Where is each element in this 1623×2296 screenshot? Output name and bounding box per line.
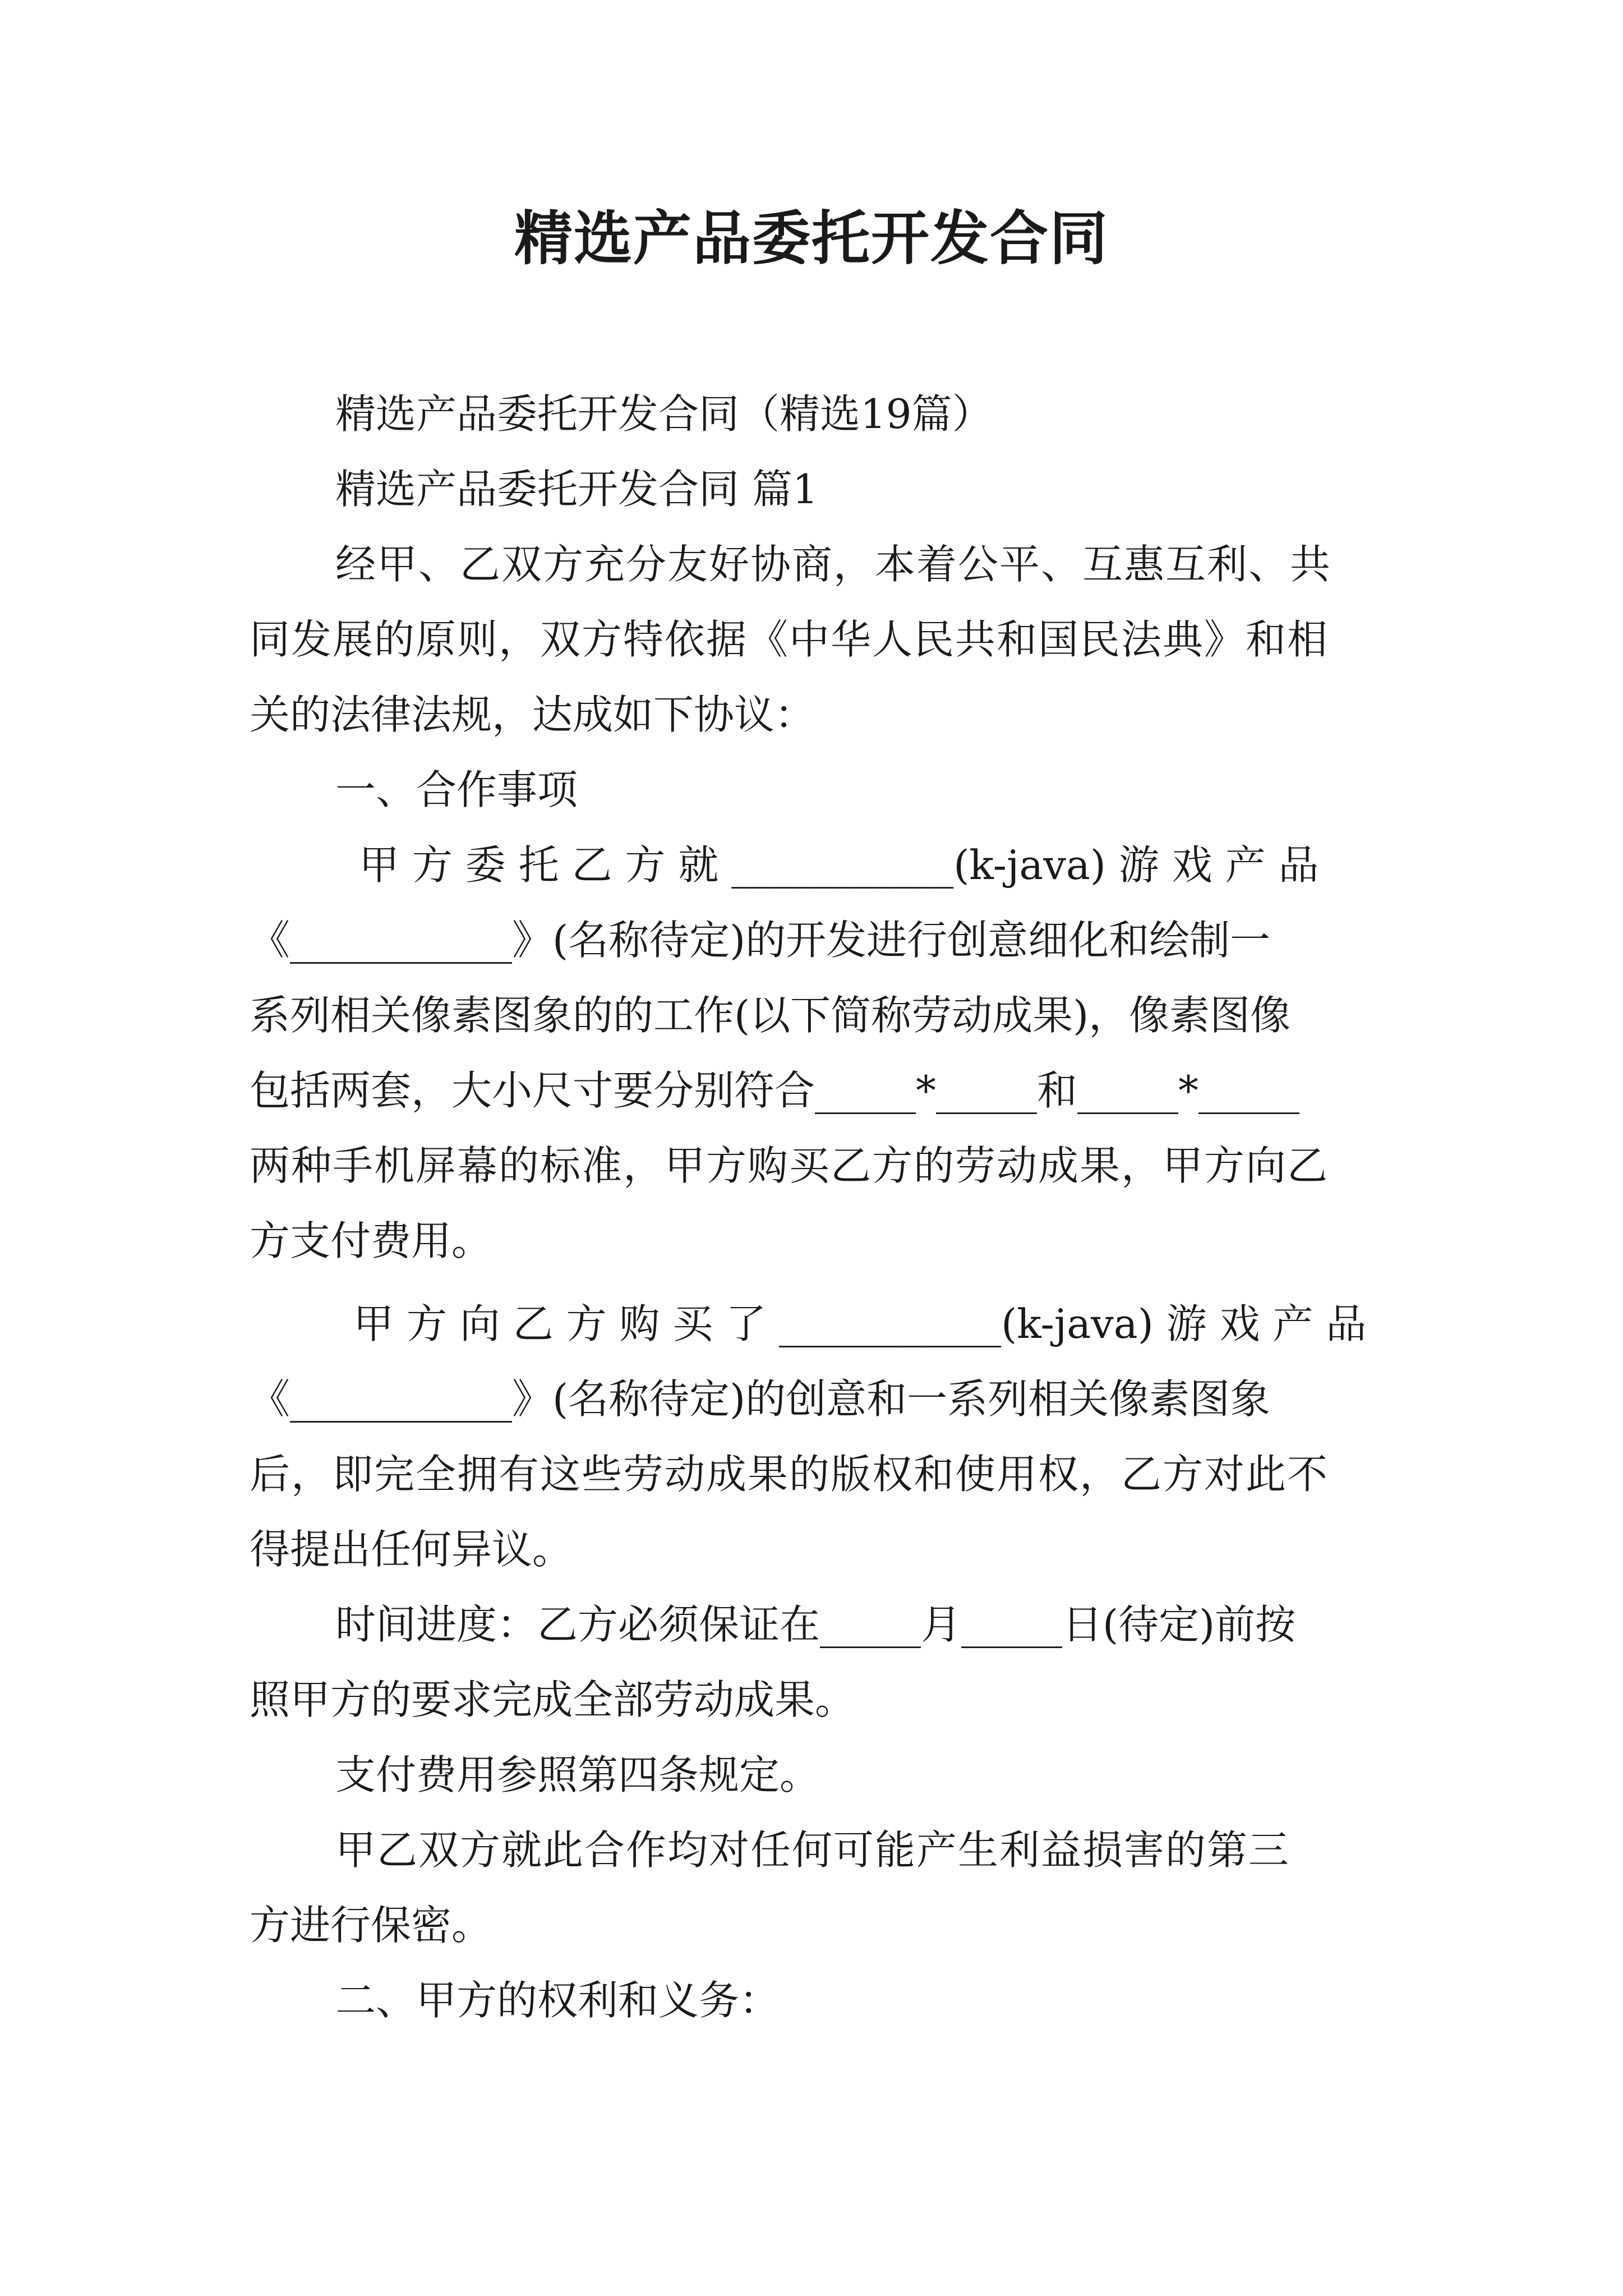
paragraph-line: 同发展的原则，双方特依据《中华人民共和国民法典》和相 [250, 616, 1329, 663]
paragraph-line: 《___________》(名称待定)的创意和一系列相关像素图象 [250, 1375, 1271, 1423]
paragraph-line: 照甲方的要求完成全部劳动成果。 [250, 1676, 856, 1723]
paragraph-line: 甲乙双方就此合作均对任何可能产生利益损害的第三 [335, 1826, 1290, 1874]
paragraph-line: 后，即完全拥有这些劳动成果的版权和使用权，乙方对此不 [250, 1451, 1329, 1498]
paragraph-line: 经甲、乙双方充分友好协商，本着公平、互惠互利、共 [335, 541, 1332, 588]
paragraph-line: 《___________》(名称待定)的开发进行创意细化和绘制一 [250, 917, 1271, 964]
paragraph-line: 甲 方 委 托 乙 方 就 ___________(k-java) 游 戏 产 品 [359, 841, 1319, 889]
paragraph-line: 方进行保密。 [250, 1902, 492, 1949]
paragraph-line: 支付费用参照第四条规定。 [335, 1751, 820, 1798]
paragraph-line: 关的法律法规，达成如下协议： [250, 691, 815, 738]
clause-heading: 一、合作事项 [335, 766, 578, 813]
document-title: 精选产品委托开发合同 [514, 204, 1109, 273]
clause-heading: 二、甲方的权利和义务： [335, 1977, 780, 2024]
paragraph-line: 甲 方 向 乙 方 购 买 了 ___________(k-java) 游 戏 产 品 [353, 1300, 1367, 1347]
paragraph-line: 包括两套，大小尺寸要分别符合_____*_____和_____*_____ [250, 1067, 1300, 1114]
paragraph-line: 两种手机屏幕的标准，甲方购买乙方的劳动成果，甲方向乙 [250, 1142, 1329, 1189]
subtitle-line: 精选产品委托开发合同（精选19篇） [335, 390, 993, 438]
paragraph-line: 方支付费用。 [250, 1217, 492, 1264]
paragraph-line: 系列相关像素图象的的工作(以下简称劳动成果)，像素图像 [250, 992, 1291, 1039]
paragraph-line: 时间进度：乙方必须保证在_____月_____日(待定)前按 [335, 1601, 1296, 1648]
paragraph-line: 得提出任何异议。 [250, 1526, 573, 1573]
section-heading-line: 精选产品委托开发合同 篇1 [335, 466, 818, 513]
